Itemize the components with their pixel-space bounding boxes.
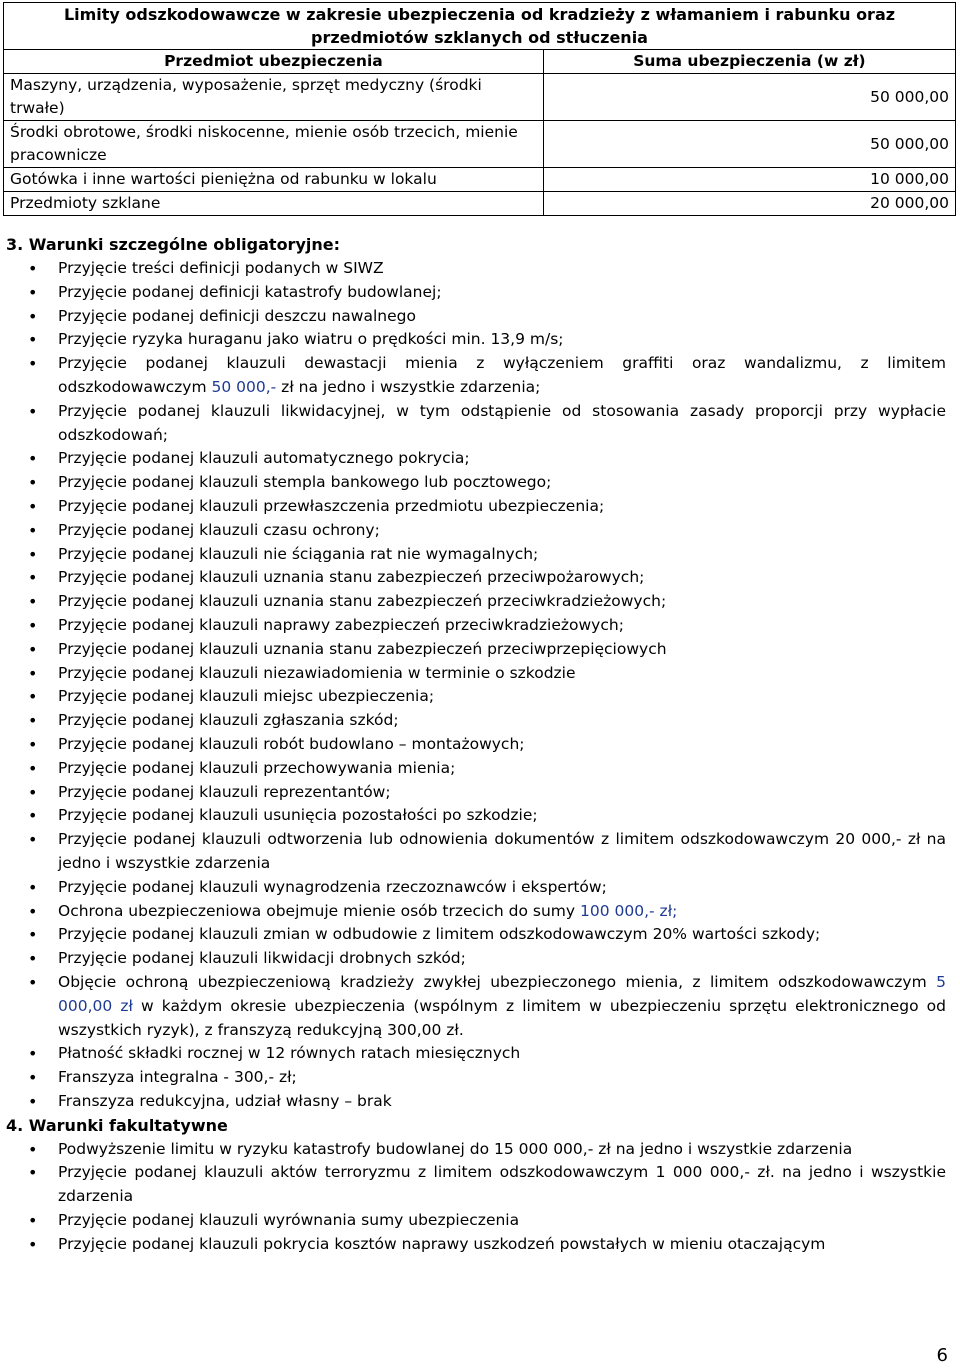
list-item: • Przyjęcie podanej klauzuli czasu ochrony; xyxy=(6,519,956,543)
list-item: • Przyjęcie treści definicji podanych w SIWZ xyxy=(6,257,956,281)
list-item: • Podwyższenie limitu w ryzyku katastrofy budowlanej do 15 000 000,- zł na jedno i wszystkie zdarzenia xyxy=(6,1138,956,1162)
list-item: • Przyjęcie podanej klauzuli automatycznego pokrycia; xyxy=(6,447,956,471)
highlighted-amount: 5 000,00 zł xyxy=(58,972,946,1015)
list-item: • Przyjęcie podanej klauzuli aktów terroryzmu z limitem odszkodowawczym 1 000 000,- zł. na jedno i wszystkie zdarzenia xyxy=(6,1161,956,1209)
row-subject: Maszyny, urządzenia, wyposażenie, sprzęt medyczny (środki trwałe) xyxy=(4,74,544,121)
section-3-list xyxy=(6,257,956,1114)
row-sum: 50 000,00 xyxy=(543,74,955,121)
list-item: • Przyjęcie podanej klauzuli likwidacji drobnych szkód; xyxy=(6,947,956,971)
list-item: • Franszyza integralna - 300,- zł; xyxy=(6,1066,956,1090)
list-item: • Przyjęcie podanej klauzuli usunięcia pozostałości po szkodzie; xyxy=(6,804,956,828)
list-item: • Przyjęcie podanej klauzuli uznania stanu zabezpieczeń przeciwkradzieżowych; xyxy=(6,590,956,614)
list-item: • Ochrona ubezpieczeniowa obejmuje mienie osób trzecich do sumy 100 000,- zł; xyxy=(6,900,956,924)
section-4-title: 4. Warunki fakultatywne xyxy=(6,1115,228,1135)
document-page xyxy=(6,2,956,1257)
section-3-title: 3. Warunki szczególne obligatoryjne: xyxy=(6,235,340,254)
row-sum: 20 000,00 xyxy=(543,192,955,216)
list-item: • Przyjęcie podanej klauzuli stempla bankowego lub pocztowego; xyxy=(6,471,956,495)
list-item: • Franszyza redukcyjna, udział własny – brak xyxy=(6,1090,956,1114)
list-item: • Przyjęcie podanej klauzuli wynagrodzenia rzeczoznawców i ekspertów; xyxy=(6,876,956,900)
table-row xyxy=(4,121,956,168)
list-item: • Przyjęcie podanej klauzuli pokrycia kosztów naprawy uszkodzeń powstałych w mieniu otaczającym xyxy=(6,1233,956,1257)
list-item: • Przyjęcie podanej klauzuli przechowywania mienia; xyxy=(6,757,956,781)
row-sum: 50 000,00 xyxy=(543,121,955,168)
list-item: • Przyjęcie podanej klauzuli nie ściągania rat nie wymagalnych; xyxy=(6,543,956,567)
list-item: • Płatność składki rocznej w 12 równych ratach miesięcznych xyxy=(6,1042,956,1066)
list-item: • Przyjęcie podanej klauzuli miejsc ubezpieczenia; xyxy=(6,685,956,709)
row-sum: 10 000,00 xyxy=(543,168,955,192)
highlighted-amount: 100 000,- zł; xyxy=(580,901,678,920)
list-item: • Przyjęcie podanej klauzuli wyrównania sumy ubezpieczenia xyxy=(6,1209,956,1233)
table-title: Limity odszkodowawcze w zakresie ubezpieczenia od kradzieży z włamaniem i rabunku oraz przedmiotów szklanych od stłuczenia xyxy=(4,3,956,50)
list-item: • Przyjęcie podanej klauzuli odtworzenia lub odnowienia dokumentów z limitem odszkodowawczym 20 000,- zł na jedno i wszystkie zdarzenia xyxy=(6,828,956,876)
header-sum: Suma ubezpieczenia (w zł) xyxy=(543,50,955,74)
header-subject: Przedmiot ubezpieczenia xyxy=(4,50,544,74)
list-item: • Przyjęcie podanej klauzuli robót budowlano – montażowych; xyxy=(6,733,956,757)
list-item: • Przyjęcie podanej definicji katastrofy budowlanej; xyxy=(6,281,956,305)
list-item: • Przyjęcie podanej klauzuli niezawiadomienia w terminie o szkodzie xyxy=(6,662,956,686)
list-item: • Przyjęcie podanej klauzuli naprawy zabezpieczeń przeciwkradzieżowych; xyxy=(6,614,956,638)
list-item: • Przyjęcie podanej klauzuli dewastacji mienia z wyłączeniem graffiti oraz wandalizmu, z limitem odszkodowawczym 50 000,- zł na jedno i wszystkie zdarzenia; xyxy=(6,352,956,400)
list-item: • Przyjęcie podanej klauzuli przewłaszczenia przedmiotu ubezpieczenia; xyxy=(6,495,956,519)
table-row xyxy=(4,74,956,121)
list-item: • Objęcie ochroną ubezpieczeniową kradzieży zwykłej ubezpieczonego mienia, z limitem odszkodowawczym 5 000,00 zł w każdym okresie ubezpieczenia (wspólnym z limitem w ubezpieczeniu sprzętu elektronicznego od wszystkich ryzyk), z franszyzą redukcyjną 300,00 zł. xyxy=(6,971,956,1042)
section-4-list xyxy=(6,1138,956,1257)
page-number: 6 xyxy=(936,1345,948,1366)
list-item: • Przyjęcie ryzyka huraganu jako wiatru o prędkości min. 13,9 m/s; xyxy=(6,328,956,352)
table-row xyxy=(4,168,956,192)
list-item: • Przyjęcie podanej klauzuli uznania stanu zabezpieczeń przeciwprzepięciowych xyxy=(6,638,956,662)
limits-table xyxy=(3,2,956,216)
row-subject: Środki obrotowe, środki niskocenne, mienie osób trzecich, mienie pracownicze xyxy=(4,121,544,168)
list-item: • Przyjęcie podanej klauzuli zgłaszania szkód; xyxy=(6,709,956,733)
list-item: • Przyjęcie podanej klauzuli uznania stanu zabezpieczeń przeciwpożarowych; xyxy=(6,566,956,590)
list-item: • Przyjęcie podanej definicji deszczu nawalnego xyxy=(6,305,956,329)
row-subject: Przedmioty szklane xyxy=(4,192,544,216)
highlighted-amount: 50 000,- xyxy=(211,377,277,396)
list-item: • Przyjęcie podanej klauzuli reprezentantów; xyxy=(6,781,956,805)
list-item: • Przyjęcie podanej klauzuli zmian w odbudowie z limitem odszkodowawczym 20% wartości szkody; xyxy=(6,923,956,947)
row-subject: Gotówka i inne wartości pieniężna od rabunku w lokalu xyxy=(4,168,544,192)
table-row xyxy=(4,192,956,216)
list-item: • Przyjęcie podanej klauzuli likwidacyjnej, w tym odstąpienie od stosowania zasady proporcji przy wypłacie odszkodowań; xyxy=(6,400,956,448)
